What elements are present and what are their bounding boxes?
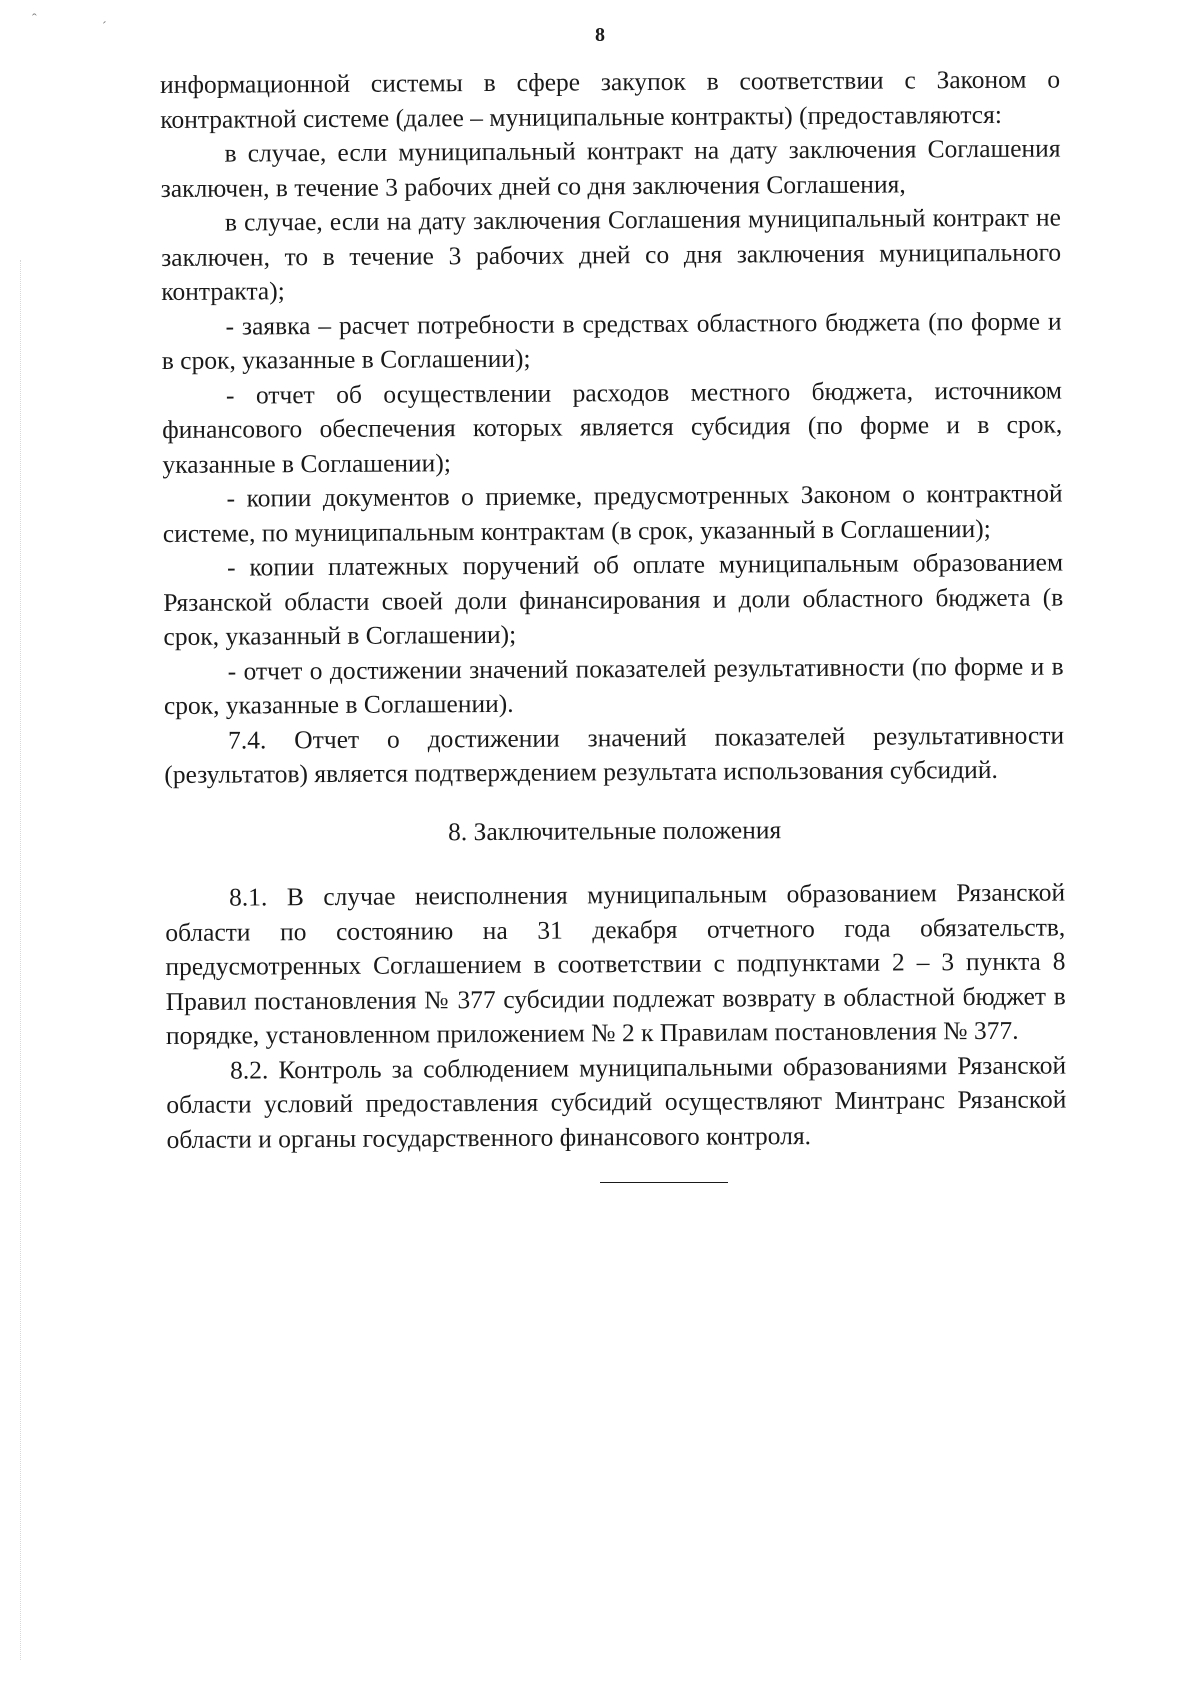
closing-divider-line (600, 1182, 728, 1183)
scan-artifact-mark: ˆ (32, 12, 37, 27)
list-item-paragraph: - отчет о достижении значений показателей результативности (по форме и в срок, указанные в Соглашении). (163, 650, 1064, 720)
clause-7-4: 7.4. Отчет о достижении значений показателей результативности (результатов) является подтверждением результата использования субсидий. (164, 719, 1065, 789)
list-item-paragraph: - отчет об осуществлении расходов местного бюджета, источником финансового обеспечения которых является субсидия (по форме и в срок, указанные в Соглашении); (162, 374, 1063, 479)
section-heading: 8. Заключительные положения (448, 814, 782, 846)
document-body (160, 63, 1067, 1157)
clause-8-2: 8.2. Контроль за соблюдением муниципальными образованиями Рязанской области условий предоставления субсидий осуществляют Минтранс Рязанской области и органы государственного финансового контроля. (166, 1049, 1067, 1154)
scan-artifact-mark: ˊ (102, 20, 107, 35)
paragraph: в случае, если муниципальный контракт на дату заключения Соглашения заключен, в течение 3 рабочих дней со дня заключения Соглашения, (160, 133, 1061, 203)
list-item-paragraph: - копии документов о приемке, предусмотренных Законом о контрактной системе, по муниципальным контрактам (в срок, указанный в Соглашении); (162, 478, 1063, 548)
list-item-paragraph: - копии платежных поручений об оплате муниципальным образованием Рязанской области своей доли финансирования и доли областного бюджета (в срок, указанный в Соглашении); (163, 547, 1064, 651)
scan-margin-edge (20, 260, 21, 1660)
paragraph: информационной системы в сфере закупок в соответствии с Законом о контрактной системе (далее – муниципальные контракты) (предоставляются: (160, 64, 1061, 134)
paragraph: в случае, если на дату заключения Соглашения муниципальный контракт не заключен, то в течение 3 рабочих дней со дня заключения муниципального контракта); (161, 202, 1062, 306)
page-number: 8 (595, 24, 605, 46)
clause-8-1: 8.1. В случае неисполнения муниципальным образованием Рязанской области по состоянию на 31 декабря отчетного года обязательств, предусмотренных Соглашением в соответствии с подпунктами 2 – 3 пункта 8 Правил постановления № 377 субсидии подлежат возврату в областной бюджет в порядке, установленном приложением № 2 к Правилам постановления № 377. (165, 877, 1066, 1050)
list-item-paragraph: - заявка – расчет потребности в средствах областного бюджета (по форме и в срок, указанные в Соглашении); (161, 305, 1062, 375)
